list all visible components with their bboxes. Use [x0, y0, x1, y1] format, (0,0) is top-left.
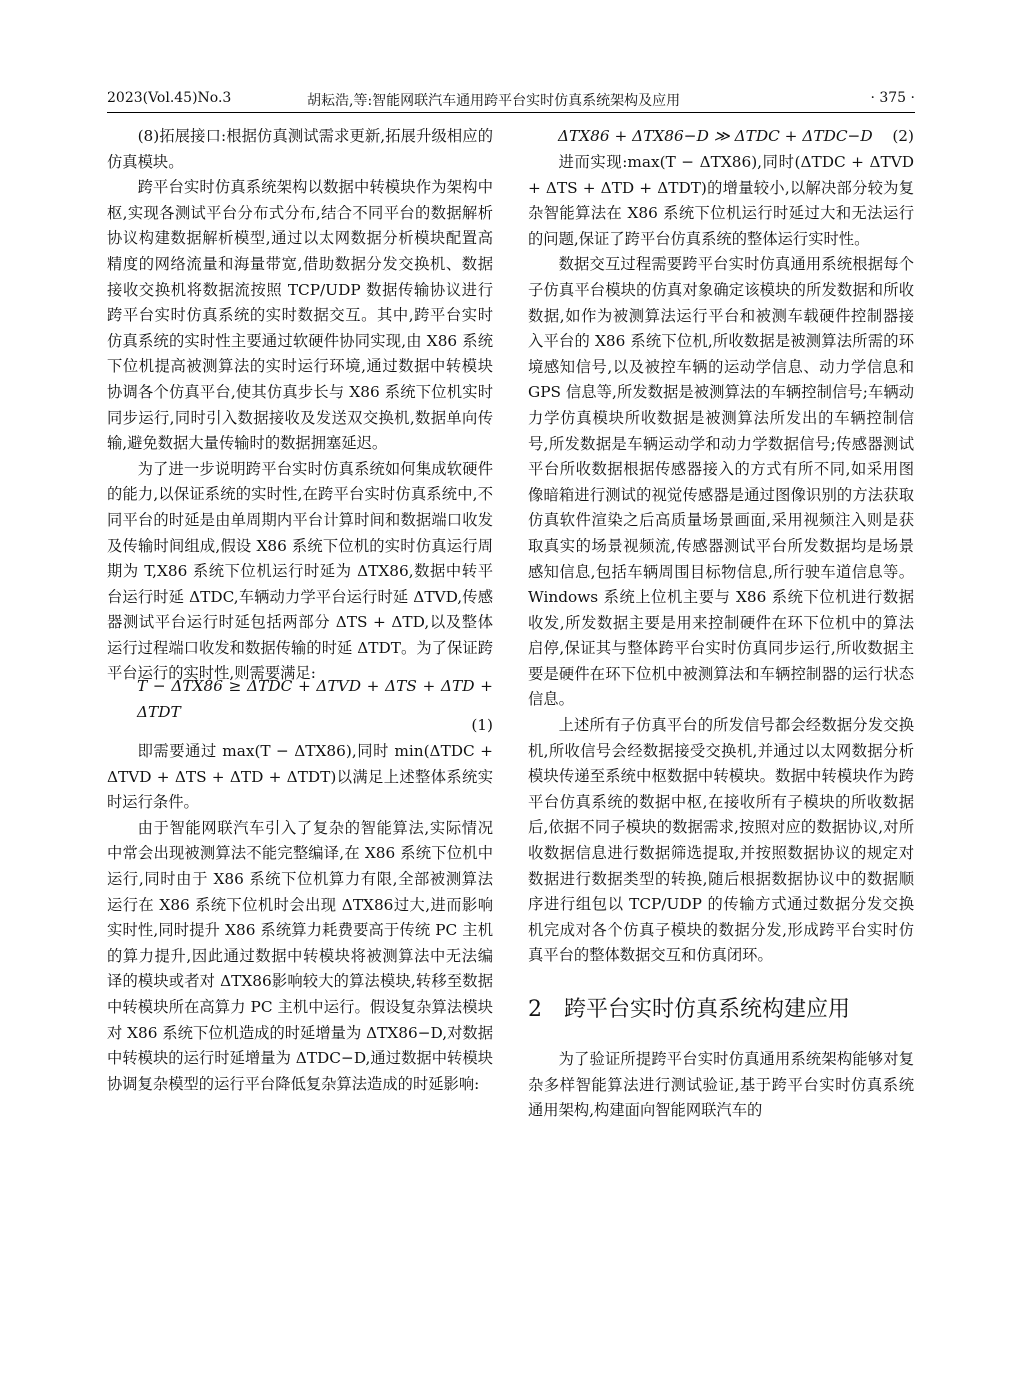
paragraph-data-routing: 上述所有子仿真平台的所发信号都会经数据分发交换机,所收信号会经数据接受交换机,并通过以太网数据分析模块传递至系统中枢数据中转模块。数据中转模块作为跨平台仿真系统的数据中枢,在接收所有子模块的所收数据后,依据不同子模块的数据需求,按照对应的数据协议,对所收数据信息进行数据筛选提取,并按照数据协议的规定对数据进行数据类型的转换,随后根据数据协议中的数据顺序进行组包以 TCP/UDP 的传输方式通过数据分发交换机完成对各个仿真子模块的数据分发,形成跨平台实时仿真平台的整体数据交互和仿真闭环。: [528, 716, 914, 965]
page-number: · 375 ·: [870, 90, 915, 106]
paragraph-complex-algorithm: 由于智能网联汽车引入了复杂的智能算法,实际情况中常会出现被测算法不能完整编译,在 X86 系统下位机中运行,同时由于 X86 系统下位机算力有限,全部被测算法运行在 X86 系统下位机时会出现 ΔTX86过大,进而影响实时性,同时提升 X86 系统算力耗费要高于传统 PC 主机的算力提升,因此通过数据中转模块将被测算法中无法编译的模块或者对 ΔTX86影响较大的算法模块,转移至数据中转模块所在高算力 PC 主机中运行。假设复杂算法模块对 X86 系统下位机造成的时延增量为 ΔTX86−D,对数据中转模块的运行时延增量为 ΔTDC−D,通过数据中转模块协调复杂模型的运行平台降低复杂算法造成的时延影响:: [107, 818, 493, 1093]
paragraph-realtime-condition: 即需要通过 max(T − ΔTX86),同时 min(ΔTDC + ΔTVD + ΔTS + ΔTD + ΔTDT)以满足上述整体系统实时运行条件。: [107, 742, 493, 812]
paragraph-realtime-result: 进而实现:max(T − ΔTX86),同时(ΔTDC + ΔTVD + ΔTS + ΔTD + ΔTDT)的增量较小,以解决部分较为复杂智能算法在 X86 系统下位机运行时延过大和无法运行的问题,保证了跨平台仿真系统的整体运行实时性。: [528, 153, 914, 248]
equation-2-body: ΔTX86 + ΔTX86−D ≫ ΔTDC + ΔTDC−D: [558, 127, 873, 146]
section-title: 跨平台实时仿真系统构建应用: [564, 997, 851, 1022]
equation-2-number: (2): [892, 127, 914, 146]
running-title: 胡耘浩,等:智能网联汽车通用跨平台实时仿真系统架构及应用: [307, 93, 681, 109]
paragraph-section-intro: 为了验证所提跨平台实时仿真通用系统架构能够对复杂多样智能算法进行测试验证,基于跨平台实时仿真系统通用架构,构建面向智能网联汽车的: [528, 1050, 914, 1120]
journal-issue: 2023(Vol.45)No.3: [107, 90, 232, 106]
paragraph-extension-interface: (8)拓展接口:根据仿真测试需求更新,拓展升级相应的仿真模块。: [107, 127, 493, 171]
paragraph-data-exchange: 数据交互过程需要跨平台实时仿真通用系统根据每个子仿真平台模块的仿真对象确定该模块的所发数据和所收数据,如作为被测算法运行平台和被测车载硬件控制器接入平台的 X86 系统下位机,所收数据是被测算法所需的环境感知信号,以及被控车辆的运动学信息、动力学信息和 GPS 信息等,所发数据是被测算法的车辆控制信号;车辆动力学仿真模块所收数据是被测算法所发出的车辆控制信号,所发数据是车辆运动学和动力学数据信号;传感器测试平台所收数据根据传感器接入的方式有所不同,如采用图像暗箱进行测试的视觉传感器是通过图像识别的方法获取仿真软件渲染之后高质量场景画面,采用视频注入则是获取真实的场景视频流,传感器测试平台所发数据均是场景感知信息,包括车辆周围目标物信息,所行驶车道信息等。Windows 系统上位机主要与 X86 系统下位机进行数据收发,所发数据主要是用来控制硬件在环下位机中的算法启停,保证其与整体跨平台实时仿真同步运行,所收数据主要是硬件在环下位机中被测算法和车辆控制器的运行状态信息。: [528, 255, 914, 709]
section-number: 2: [528, 997, 542, 1022]
equation-1: [107, 677, 493, 722]
equation-1-number: (1): [471, 716, 493, 735]
right-column: [528, 124, 914, 1124]
section-heading: [528, 995, 914, 1025]
paragraph-latency-intro: 为了进一步说明跨平台实时仿真系统如何集成软硬件的能力,以保证系统的实时性,在跨平台实时仿真系统中,不同平台的时延是由单周期内平台计算时间和数据端口收发及传输时间组成,假设 X86 系统下位机的实时仿真运行周期为 T,X86 系统下位机运行时延为 ΔTX86,数据中转平台运行时延 ΔTDC,车辆动力学平台运行时延 ΔTVD,传感器测试平台运行时延包括两部分 ΔTS + ΔTD,以及整体运行过程端口收发和数据传输的时延 ΔTDT。为了保证跨平台运行的实时性,则需要满足:: [107, 459, 493, 683]
running-header: [107, 86, 915, 113]
left-column: [107, 124, 493, 1097]
equation-1-body: T − ΔTX86 ≥ ΔTDC + ΔTVD + ΔTS + ΔTD + ΔTDT: [137, 677, 493, 722]
equation-2: [528, 124, 914, 150]
paragraph-architecture: 跨平台实时仿真系统架构以数据中转模块作为架构中枢,实现各测试平台分布式分布,结合不同平台的数据解析协议构建数据解析模型,通过以太网数据分析模块配置高精度的网络流量和海量带宽,借助数据分发交换机、数据接收交换机将数据流按照 TCP/UDP 数据传输协议进行跨平台实时仿真系统的实时数据交互。其中,跨平台实时仿真系统的实时性主要通过软硬件协同实现,由 X86 系统下位机提高被测算法的实时运行环境,通过数据中转模块协调各个仿真平台,使其仿真步长与 X86 系统下位机实时同步运行,同时引入数据接收及发送双交换机,数据单向传输,避免数据大量传输时的数据拥塞延迟。: [107, 178, 493, 453]
